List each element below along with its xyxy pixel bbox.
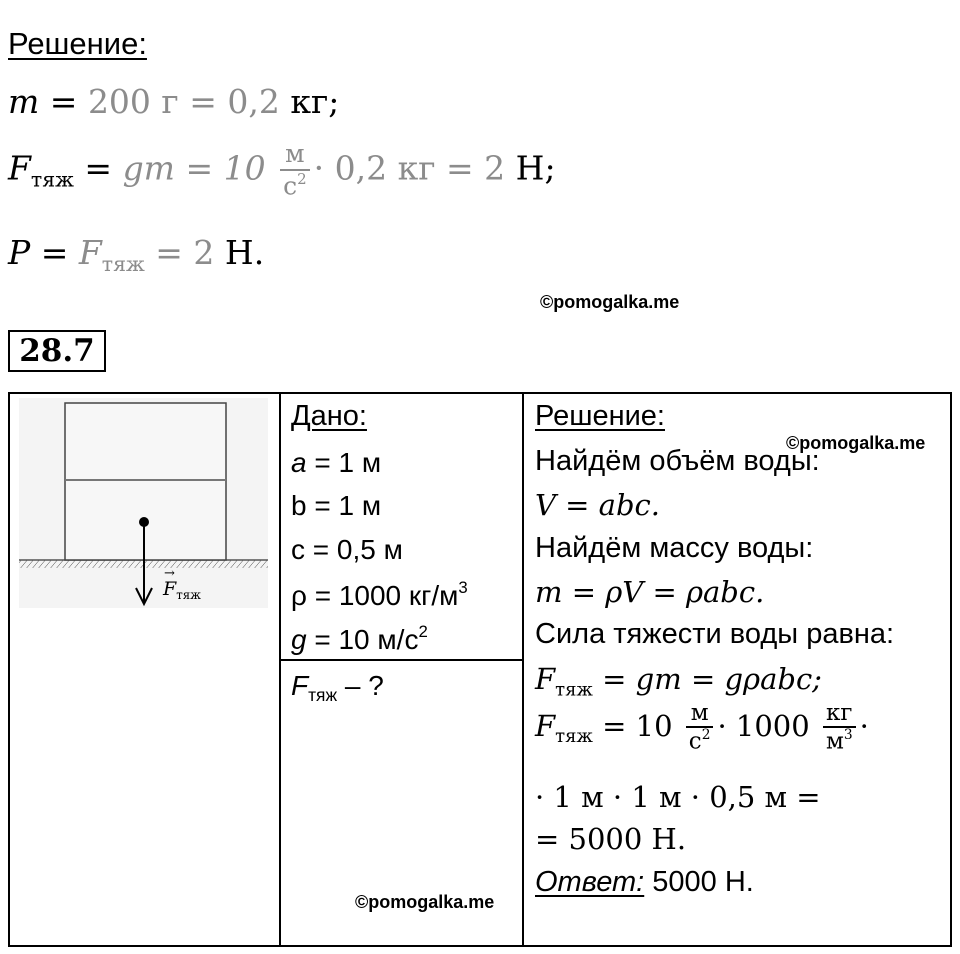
weight-calc: · 0,2 кг = 2	[313, 148, 506, 188]
vector-arrow-icon: →	[164, 566, 175, 581]
watermark-given: ©pomogalka.me	[355, 892, 495, 912]
eq-sign: =	[39, 82, 88, 121]
mass-value: 200 г = 0,2	[87, 82, 280, 121]
column-divider-1	[279, 392, 281, 947]
gravity-calc-continued: · 1 м · 1 м · 0,5 м =	[535, 780, 821, 814]
force-subscript: тяж	[30, 167, 74, 192]
force-label: → $F_{тяж}$	[163, 566, 201, 603]
given-heading: Дано:	[291, 400, 367, 432]
top-heading: Решение:	[8, 26, 147, 61]
weight-unit: Н;	[505, 148, 556, 188]
given-a: a = 1 м	[291, 447, 382, 478]
volume-formula: V = abc.	[535, 488, 660, 522]
tank-outline	[65, 403, 226, 560]
fraction-numerator: м	[285, 139, 305, 168]
problem-number: 28.7	[8, 330, 106, 372]
given-g: g = 10 $м/с^2$	[291, 622, 428, 655]
top-line-1	[8, 82, 339, 121]
solution-text-gravity: Сила тяжести воды равна:	[535, 618, 895, 650]
tank-figure	[19, 398, 268, 608]
solution-heading: Решение:	[535, 400, 665, 432]
weight-end: Н.	[214, 233, 265, 272]
mass-formula: m = ρV = ρabc.	[535, 575, 765, 609]
watermark-top: ©pomogalka.me	[540, 292, 680, 312]
mass-unit: кг;	[279, 82, 340, 121]
answer-label: Ответ:	[535, 866, 645, 898]
find-gravity-force: $F_{тяж}$ – ?	[291, 670, 384, 706]
top-line-2	[8, 140, 556, 201]
force-symbol: F	[8, 148, 31, 188]
eq-sign: =	[73, 148, 123, 188]
solution-text-mass: Найдём массу воды:	[535, 532, 814, 564]
unit-fraction	[280, 140, 310, 201]
gravity-force-gray: $F_{тяж}$	[78, 233, 145, 277]
weight-symbol: P	[8, 233, 31, 272]
answer-line	[535, 866, 754, 899]
gravity-result: = 5000 Н.	[535, 822, 687, 856]
answer-value: 5000 Н.	[644, 866, 754, 898]
column-divider-2	[522, 392, 524, 947]
given-c: c = 0,5 м	[291, 534, 403, 565]
given-b: b = 1 м	[291, 490, 382, 521]
watermark-solution: ©pomogalka.me	[786, 433, 926, 453]
force-vector-symbol: → F	[163, 566, 177, 600]
accel-unit-fraction: $\frac{м}{с^2}$	[686, 700, 714, 756]
gravity-formula: $F_{тяж}$ = gm = gρabc;	[535, 662, 822, 701]
weight-value: = 2	[144, 233, 215, 272]
gm-expression: gm = 10	[122, 148, 266, 188]
given-rho: ρ = 1000 $кг/м^3$	[291, 578, 468, 611]
given-find-divider	[280, 659, 523, 661]
density-unit-fraction: $\frac{кг}{м^3}$	[823, 700, 856, 756]
fraction-denominator: $с^2$	[280, 169, 310, 201]
top-line-3	[8, 233, 264, 276]
gravity-calc-line: $F_{тяж} = 10$ $\frac{м}{с^2}$ · 1000 $\frac{кг}{м^3}$ ·	[535, 700, 869, 756]
mass-symbol: m	[8, 82, 40, 121]
eq-sign: =	[30, 233, 79, 272]
solution-text-volume: Найдём объём воды:	[535, 445, 820, 477]
